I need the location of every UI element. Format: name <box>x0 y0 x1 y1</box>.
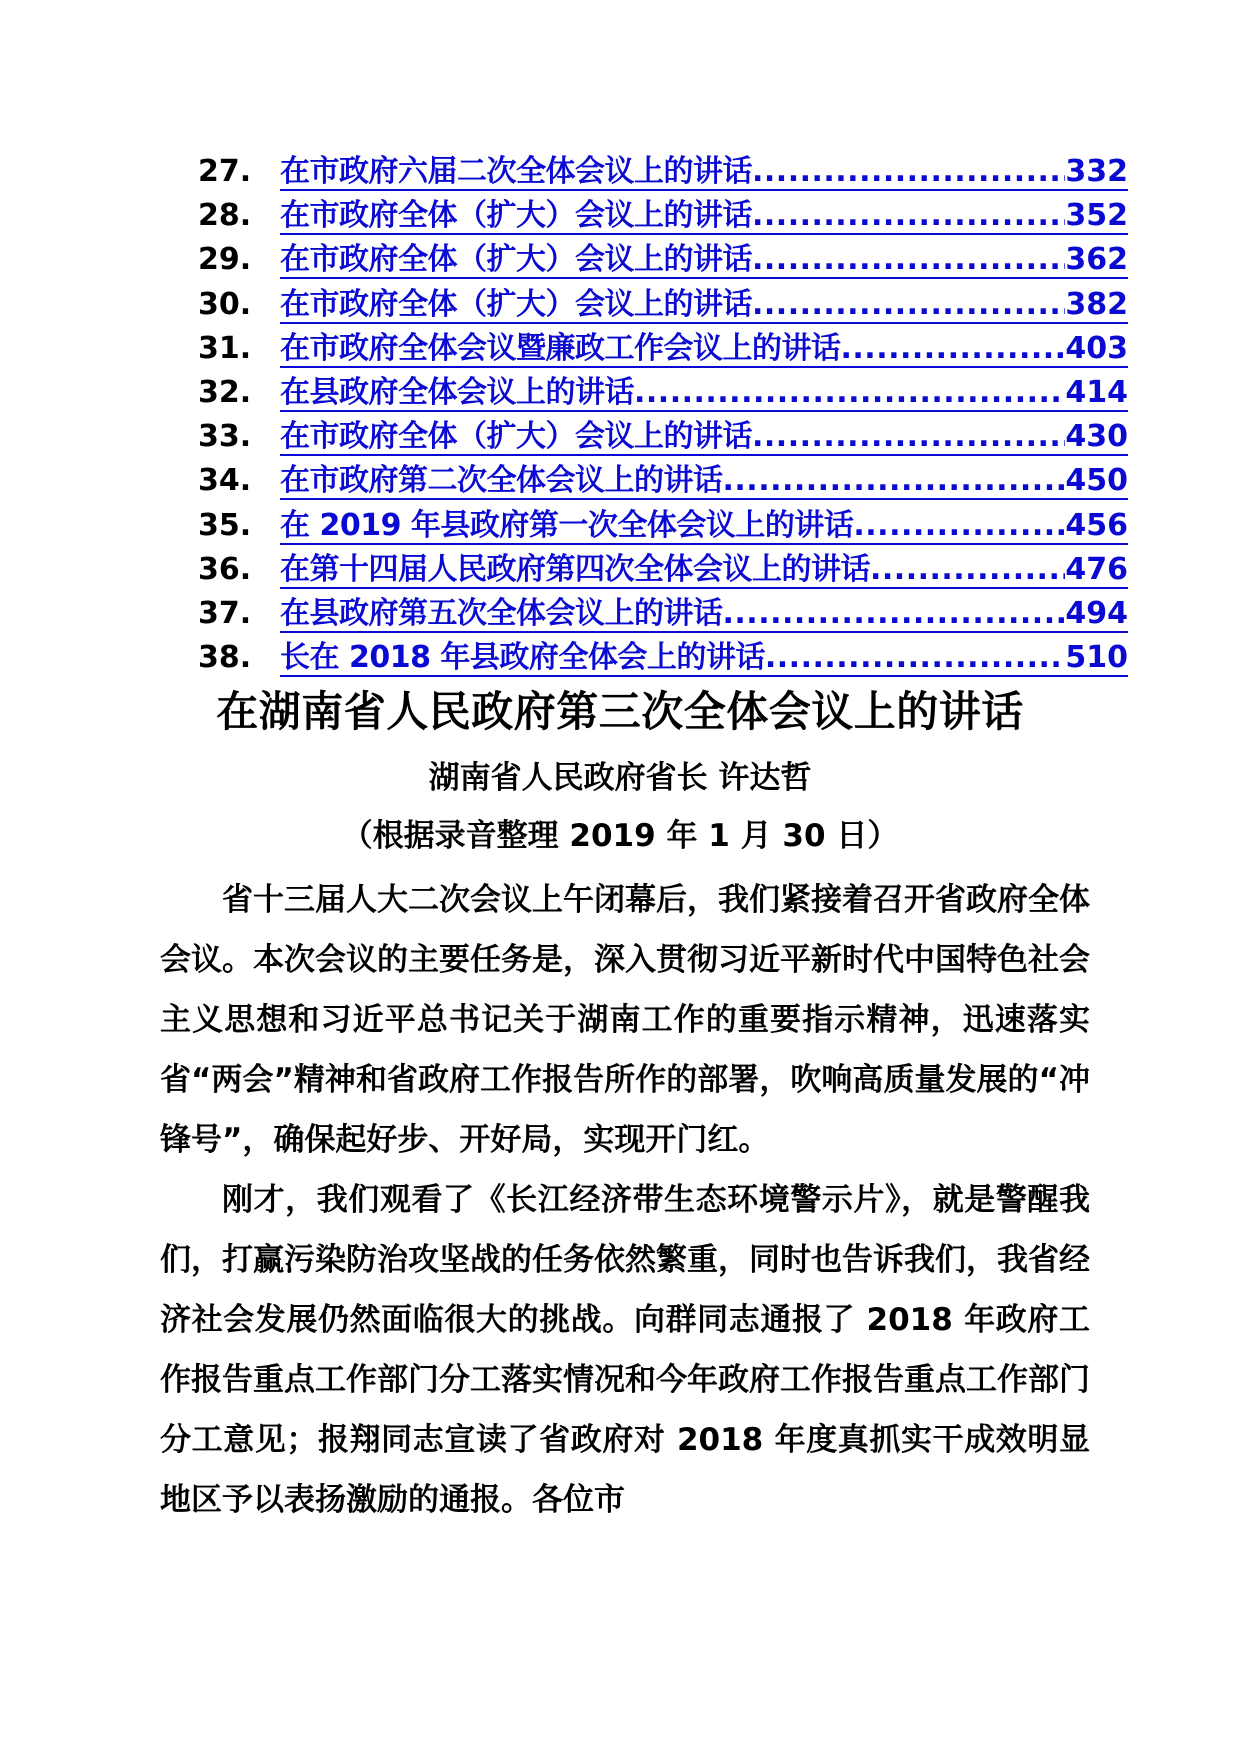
toc-entry <box>198 548 1128 592</box>
toc-entry-page: 362 <box>1065 242 1128 278</box>
table-of-contents <box>198 150 1128 680</box>
toc-dot-leader <box>752 420 1065 454</box>
toc-dot-leader <box>723 597 1066 631</box>
toc-entry <box>198 238 1128 282</box>
toc-entry-link[interactable] <box>280 288 1128 324</box>
toc-entry <box>198 504 1128 548</box>
toc-entry-title: 长在 2018 年县政府全体会上的讲话 <box>280 640 765 676</box>
toc-entry-title: 在市政府全体（扩大）会议上的讲话 <box>280 419 752 455</box>
toc-dot-leader <box>752 155 1065 189</box>
toc-entry-number: 37. <box>198 595 252 631</box>
toc-entry-page: 456 <box>1065 507 1128 543</box>
body-paragraph: 刚才，我们观看了《长江经济带生态环境警示片》，就是警醒我们，打赢污染防治攻坚战的任务依然繁重，同时也告诉我们，我省经济社会发展仍然面临很大的挑战。向群同志通报了 2018 年政府工作报告重点工作部门分工落实情况和今年政府工作报告重点工作部门分工意见；报翔同志宣读了省政府对 2018 年度真抓实干成效明显地区予以表扬激励的通报。各位市 <box>160 1182 1090 1518</box>
toc-entry-number: 30. <box>198 286 252 322</box>
toc-entry-number: 32. <box>198 374 252 410</box>
toc-entry <box>198 150 1128 194</box>
toc-entry-page: 450 <box>1065 463 1128 499</box>
toc-entry-link[interactable] <box>280 464 1128 500</box>
toc-dot-leader <box>752 243 1065 277</box>
toc-entry-number: 34. <box>198 463 252 499</box>
toc-entry-title: 在县政府全体会议上的讲话 <box>280 374 634 410</box>
toc-dot-leader <box>634 376 1065 410</box>
toc-entry-link[interactable] <box>280 243 1128 279</box>
toc-entry-number: 36. <box>198 551 252 587</box>
toc-entry <box>198 283 1128 327</box>
toc-dot-leader <box>853 509 1065 543</box>
toc-entry-link[interactable] <box>280 420 1128 456</box>
toc-entry-title: 在市政府全体（扩大）会议上的讲话 <box>280 286 752 322</box>
toc-entry <box>198 327 1128 371</box>
toc-entry-link[interactable] <box>280 641 1128 677</box>
toc-entry-link[interactable] <box>280 597 1128 633</box>
toc-entry-title: 在第十四届人民政府第四次全体会议上的讲话 <box>280 551 870 587</box>
toc-entry-title: 在县政府第五次全体会议上的讲话 <box>280 595 723 631</box>
toc-entry-title: 在市政府第二次全体会议上的讲话 <box>280 463 723 499</box>
toc-entry <box>198 194 1128 238</box>
toc-entry-number: 31. <box>198 330 252 366</box>
toc-entry-number: 29. <box>198 242 252 278</box>
toc-entry-page: 352 <box>1065 198 1128 234</box>
toc-entry-number: 35. <box>198 507 252 543</box>
toc-entry-title: 在市政府全体会议暨廉政工作会议上的讲话 <box>280 330 841 366</box>
toc-entry-page: 332 <box>1065 154 1128 189</box>
toc-entry-title: 在 2019 年县政府第一次全体会议上的讲话 <box>280 507 854 543</box>
toc-dot-leader <box>752 288 1065 322</box>
toc-entry <box>198 459 1128 503</box>
toc-dot-leader <box>765 641 1065 675</box>
document-title: 在湖南省人民政府第三次全体会议上的讲话 <box>216 687 1024 736</box>
toc-entry-page: 414 <box>1065 374 1128 410</box>
toc-entry-page: 382 <box>1065 286 1128 322</box>
toc-entry <box>198 636 1128 680</box>
toc-dot-leader <box>752 199 1065 233</box>
toc-dot-leader <box>841 332 1066 366</box>
toc-entry-link[interactable] <box>280 376 1128 412</box>
toc-entry-title: 在市政府全体（扩大）会议上的讲话 <box>280 242 752 278</box>
toc-entry-page: 510 <box>1065 640 1128 676</box>
toc-entry-title: 在市政府六届二次全体会议上的讲话 <box>280 154 752 189</box>
document-author: 湖南省人民政府省长 许达哲 <box>428 760 812 796</box>
toc-entry-number: 38. <box>198 640 252 676</box>
toc-entry-page: 476 <box>1065 551 1128 587</box>
toc-entry-link[interactable] <box>280 553 1128 589</box>
toc-entry-title: 在市政府全体（扩大）会议上的讲话 <box>280 198 752 234</box>
toc-entry <box>198 592 1128 636</box>
toc-entry-number: 28. <box>198 198 252 234</box>
toc-entry-number: 33. <box>198 419 252 455</box>
toc-entry-page: 403 <box>1065 330 1128 366</box>
toc-entry-link[interactable] <box>280 332 1128 368</box>
document-date: （根据录音整理 2019 年 1 月 30 日） <box>341 818 899 854</box>
toc-entry <box>198 415 1128 459</box>
body-paragraph: 省十三届人大二次会议上午闭幕后，我们紧接着召开省政府全体会议。本次会议的主要任务是，深入贯彻习近平新时代中国特色社会主义思想和习近平总书记关于湖南工作的重要指示精神，迅速落实省“两会”精神和省政府工作报告所作的部署，吹响高质量发展的“冲锋号”，确保起好步、开好局，实现开门红。 <box>160 882 1090 1158</box>
toc-dot-leader <box>870 553 1065 587</box>
toc-entry-link[interactable] <box>280 155 1128 191</box>
toc-entry-link[interactable] <box>280 199 1128 235</box>
toc-entry-number: 27. <box>198 154 252 189</box>
toc-entry-page: 430 <box>1065 419 1128 455</box>
toc-entry <box>198 371 1128 415</box>
toc-entry-page: 494 <box>1065 595 1128 631</box>
document-body <box>160 870 1090 1530</box>
toc-entry-link[interactable] <box>280 509 1128 545</box>
toc-dot-leader <box>723 464 1066 498</box>
